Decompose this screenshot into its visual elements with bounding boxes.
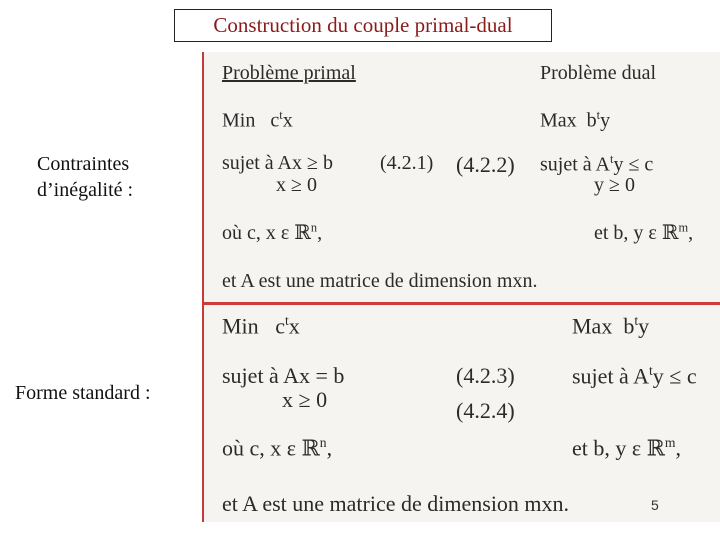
equation-4-2-2: (4.2.2)	[456, 152, 515, 177]
b-symbol: b	[586, 109, 597, 132]
primal-domain-pre: où c, x ε ℝ	[222, 435, 320, 461]
slide-title: Construction du couple primal-dual	[174, 9, 552, 42]
equation-4-2-1: (4.2.1)	[380, 152, 434, 174]
c-symbol: c	[270, 109, 280, 132]
standard-primal-nonnegativity: x ≥ 0	[282, 387, 328, 412]
b-symbol: b	[623, 313, 635, 339]
standard-form-label: Forme standard :	[15, 382, 151, 404]
dual-constraint-pre: sujet à A	[540, 153, 610, 176]
primal-constraint: sujet à Ax ≥ b	[222, 152, 333, 174]
min-word: Min	[222, 313, 259, 339]
primal-domain-post: ,	[317, 222, 323, 244]
primal-heading: Problème primal	[222, 62, 356, 84]
dimension-sup: n	[310, 220, 318, 235]
standard-dual-domain	[572, 435, 681, 461]
primal-domain-pre: où c, x ε ℝ	[222, 222, 311, 244]
dual-objective	[540, 108, 610, 133]
dimension-sup: n	[319, 435, 327, 450]
dual-domain-post: ,	[675, 435, 682, 461]
equation-4-2-4: (4.2.4)	[456, 398, 515, 423]
equation-4-2-3: (4.2.3)	[456, 363, 515, 388]
dual-heading: Problème dual	[540, 62, 657, 84]
dual-nonnegativity: y ≥ 0	[594, 174, 635, 196]
dimension-sup: m	[678, 220, 689, 235]
standard-primal-objective	[222, 313, 300, 339]
dual-domain-pre: et b, y ε ℝ	[572, 435, 665, 461]
y-symbol: y	[638, 313, 650, 339]
transpose-sup: t	[284, 313, 289, 328]
c-symbol: c	[275, 313, 285, 339]
section-divider	[204, 302, 720, 305]
x-symbol: x	[288, 313, 300, 339]
inequality-constraints-label-text: Contraintes d’inégalité :	[37, 153, 134, 201]
max-word: Max	[572, 313, 613, 339]
max-word: Max	[540, 109, 577, 132]
standard-primal-constraint: sujet à Ax = b	[222, 363, 345, 388]
standard-matrix-note: et A est une matrice de dimension mxn.	[222, 491, 570, 516]
scanned-figure	[202, 52, 720, 522]
primal-objective	[222, 108, 293, 133]
dual-constraint-pre: sujet à A	[572, 363, 649, 389]
primal-domain-post: ,	[326, 435, 333, 461]
dual-domain-pre: et b, y ε ℝ	[594, 222, 679, 244]
transpose-sup: t	[634, 313, 639, 328]
dual-constraint	[540, 152, 653, 177]
transpose-sup: t	[596, 108, 601, 122]
dual-domain	[594, 220, 693, 245]
standard-dual-objective	[572, 313, 649, 339]
min-word: Min	[222, 109, 256, 132]
transpose-sup: t	[610, 152, 614, 166]
dual-constraint-post: y ≤ c	[652, 363, 697, 389]
primal-nonnegativity: x ≥ 0	[276, 174, 317, 196]
dual-domain-post: ,	[688, 222, 694, 244]
standard-primal-domain	[222, 435, 332, 461]
y-symbol: y	[600, 109, 611, 132]
dual-constraint-post: y ≤ c	[613, 153, 654, 176]
inequality-constraints-label	[37, 151, 187, 203]
standard-dual-constraint	[572, 363, 697, 389]
dimension-sup: m	[664, 435, 676, 450]
primal-domain	[222, 220, 322, 245]
page-number: 5	[651, 497, 659, 513]
matrix-note: et A est une matrice de dimension mxn.	[222, 270, 538, 292]
x-symbol: x	[282, 109, 293, 132]
transpose-sup: t	[649, 363, 653, 378]
transpose-sup: t	[279, 108, 283, 122]
